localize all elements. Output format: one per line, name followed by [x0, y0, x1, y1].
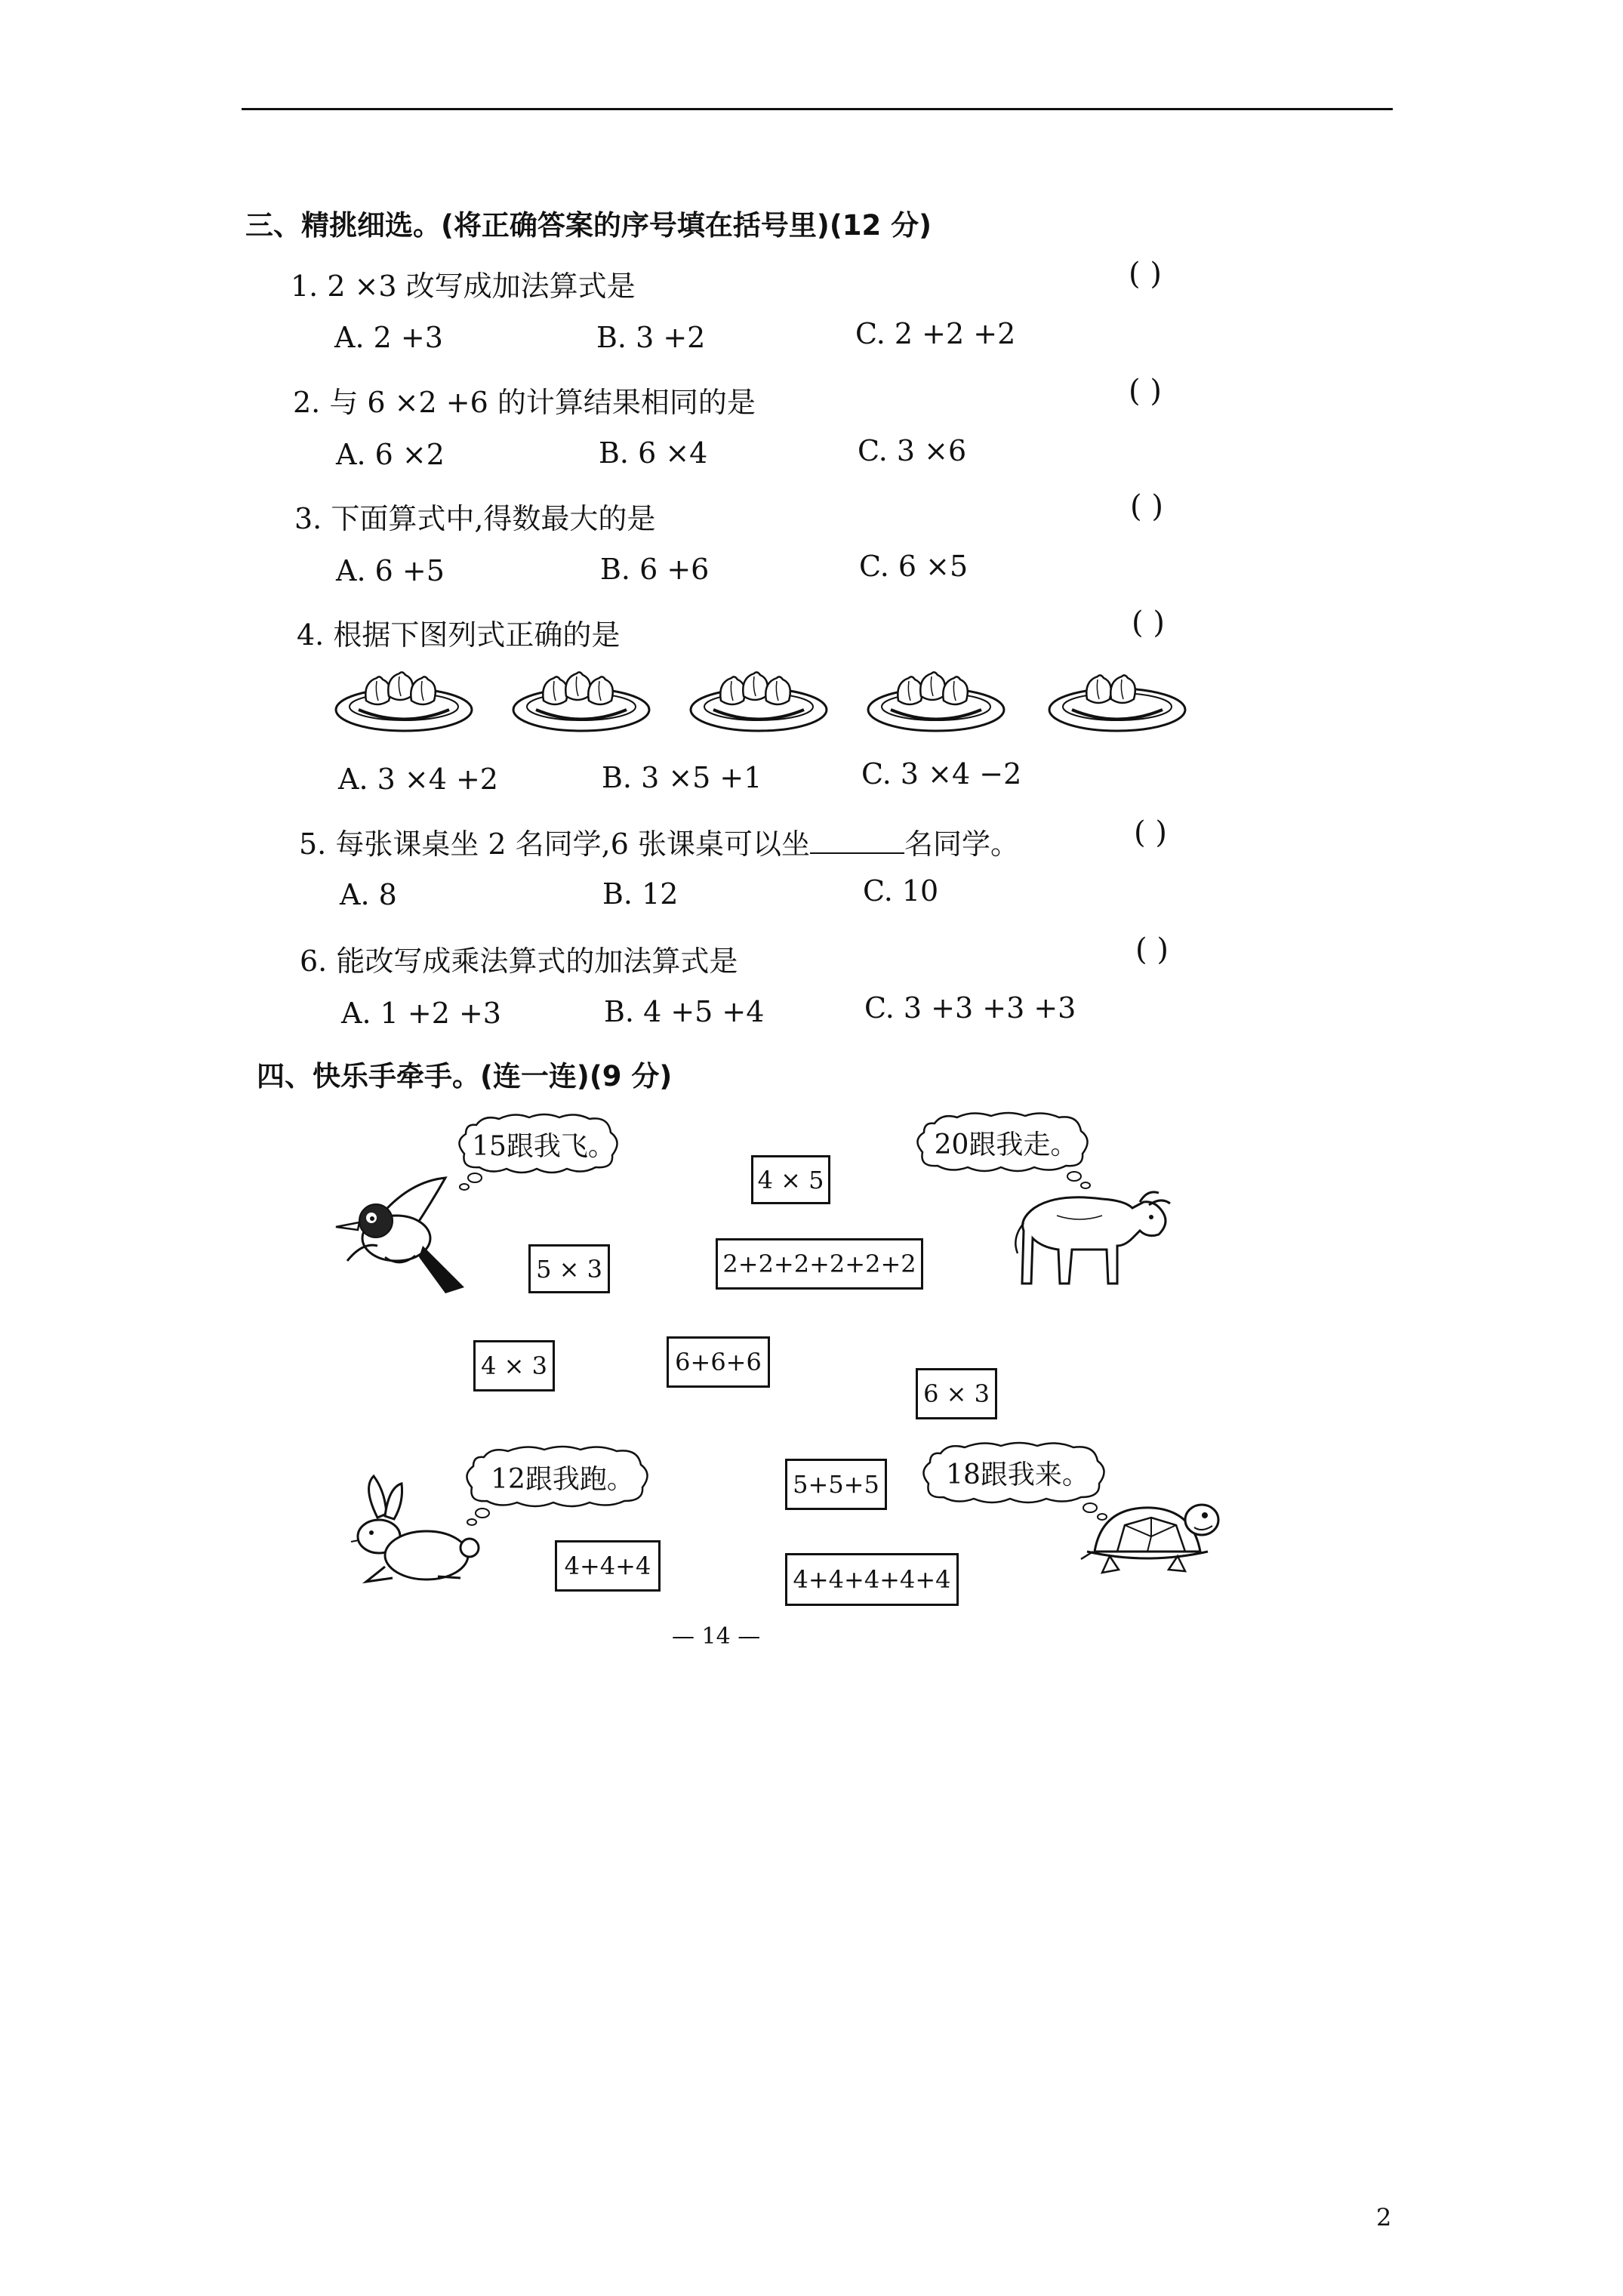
rabbit-speech-cloud [472, 1450, 653, 1504]
expression-box-6x3[interactable]: 6 × 3 [916, 1368, 997, 1419]
q5-option-c: C. 10 [863, 874, 939, 908]
q2-option-c: C. 3 ×6 [858, 434, 967, 467]
q5-option-b: B. 12 [602, 877, 679, 911]
turtle-cloud-text: 18跟我来。 [946, 1459, 1089, 1490]
rabbit-cloud-text: 12跟我跑。 [491, 1463, 634, 1495]
q1-option-b: B. 3 +2 [596, 321, 706, 354]
q5-stem-before: 5. 每张课桌坐 2 名同学,6 张课桌可以坐 [299, 827, 811, 861]
rabbit-icon [332, 1472, 483, 1593]
question-5-stem [299, 821, 1019, 862]
answer-paren-2[interactable]: ( ) [1129, 374, 1162, 408]
plate-1 [336, 672, 472, 731]
answer-paren-3[interactable]: ( ) [1130, 489, 1163, 524]
question-3-stem: 3. 下面算式中,得数最大的是 [294, 502, 656, 535]
turtle-icon [1079, 1491, 1223, 1582]
page-footer: — 14 — [672, 1623, 761, 1650]
expression-box-44444[interactable]: 4+4+4+4+4 [785, 1553, 959, 1606]
answer-paren-6[interactable]: ( ) [1135, 932, 1169, 967]
plate-2 [513, 672, 649, 731]
q4-option-b: B. 3 ×5 +1 [602, 761, 762, 794]
q6-option-b: B. 4 +5 +4 [604, 995, 765, 1028]
section-3-title: 三、精挑细选。(将正确答案的序号填在括号里)(12 分) [245, 209, 932, 242]
expression-box-4x3[interactable]: 4 × 3 [473, 1340, 555, 1391]
q4-option-a: A. 3 ×4 +2 [338, 763, 498, 796]
ox-cloud-text: 20跟我走。 [934, 1129, 1078, 1160]
expression-box-444[interactable]: 4+4+4 [555, 1540, 661, 1592]
q3-option-b: B. 6 +6 [600, 553, 710, 586]
plate-5 [1049, 675, 1185, 731]
bird-icon [332, 1174, 476, 1302]
question-4-stem: 4. 根据下图列式正确的是 [297, 618, 621, 652]
question-1-stem: 1. 2 ×3 改写成加法算式是 [291, 270, 636, 303]
q3-option-a: A. 6 +5 [336, 554, 445, 587]
q6-option-c: C. 3 +3 +3 +3 [864, 991, 1076, 1025]
q5-stem-after: 名同学。 [904, 827, 1020, 861]
bird-speech-cloud [464, 1117, 623, 1170]
expression-box-555[interactable]: 5+5+5 [785, 1459, 887, 1510]
expression-box-4x5[interactable]: 4 × 5 [751, 1155, 830, 1204]
section-4-title: 四、快乐手牵手。(连一连)(9 分) [257, 1060, 673, 1093]
plate-4 [868, 672, 1004, 731]
ox-icon [1012, 1178, 1178, 1291]
ox-speech-cloud [921, 1116, 1091, 1169]
question-6-stem: 6. 能改写成乘法算式的加法算式是 [300, 945, 738, 978]
q5-fill-blank[interactable] [810, 830, 904, 854]
answer-paren-5[interactable]: ( ) [1134, 815, 1167, 850]
q3-option-c: C. 6 ×5 [859, 550, 969, 583]
expression-box-666[interactable]: 6+6+6 [667, 1336, 770, 1388]
page-number: 2 [1376, 2203, 1392, 2232]
answer-paren-4[interactable]: ( ) [1132, 606, 1165, 640]
q5-option-a: A. 8 [340, 878, 397, 911]
expression-box-2-sum[interactable]: 2+2+2+2+2+2 [716, 1238, 923, 1290]
question-2-stem: 2. 与 6 ×2 +6 的计算结果相同的是 [293, 386, 756, 419]
q4-option-c: C. 3 ×4 −2 [861, 757, 1022, 791]
peach-plates-illustration [332, 657, 1238, 740]
q6-option-a: A. 1 +2 +3 [341, 997, 501, 1030]
expression-box-5x3[interactable]: 5 × 3 [528, 1244, 610, 1293]
answer-paren-1[interactable]: ( ) [1129, 257, 1162, 291]
q1-option-c: C. 2 +2 +2 [855, 317, 1016, 350]
top-rule [242, 108, 1393, 110]
q2-option-a: A. 6 ×2 [336, 438, 445, 471]
q1-option-a: A. 2 +3 [334, 321, 443, 354]
plate-3 [691, 672, 827, 731]
q2-option-b: B. 6 ×4 [599, 436, 708, 470]
bird-cloud-text: 15跟我飞。 [472, 1130, 615, 1162]
